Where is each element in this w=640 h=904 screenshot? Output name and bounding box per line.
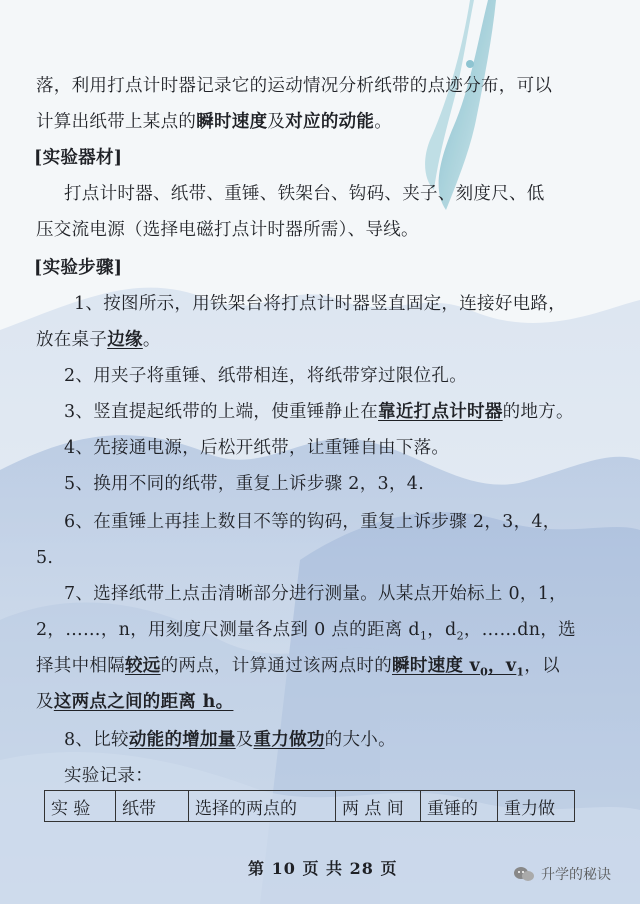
key-term: 重力做功 <box>253 730 325 750</box>
section-heading: [实验步骤] <box>34 258 123 278</box>
table-header-cell: 纸带 <box>116 791 189 822</box>
brand-watermark: 升学的秘诀 <box>513 864 611 884</box>
page-number: 第 10 页 共 28 页 <box>248 859 398 878</box>
step-line: 放在桌子边缘。 <box>36 330 161 350</box>
step-line: 2，……，n，用刻度尺测量各点到 0 点的距离 $d_1$，$d_2$，……dn，选 <box>36 620 576 643</box>
table-header-cell: 实 验 <box>45 791 116 822</box>
key-term: 瞬时速度 <box>196 112 268 132</box>
key-term: 瞬时速度 $v_0$，$v_1$ <box>392 656 525 679</box>
step-line: 及这两点之间的距离 h。 <box>36 692 234 712</box>
step-line: 6、在重锤上再挂上数目不等的钩码，重复上诉步骤 2，3，4， <box>64 512 561 532</box>
wechat-icon <box>513 866 535 882</box>
table-row <box>45 791 575 822</box>
key-term: 靠近打点计时器 <box>378 402 503 422</box>
key-term: 对应的动能 <box>285 112 375 132</box>
record-label: 实验记录： <box>64 766 153 786</box>
step-line: 择其中相隔较远的两点，计算通过该两点时的瞬时速度 $v_0$，$v_1$，以 <box>36 656 560 679</box>
table-header-cell: 两 点 间 <box>336 791 421 822</box>
step-line: 4、先接通电源，后松开纸带，让重锤自由下落。 <box>64 438 450 458</box>
step-line: 1、按图所示，用铁架台将打点计时器竖直固定，连接好电路， <box>74 294 567 314</box>
table-header-cell: 重锤的 <box>421 791 498 822</box>
step-line: 2、用夹子将重锤、纸带相连，将纸带穿过限位孔。 <box>64 366 468 386</box>
table-header-cell: 重力做 <box>498 791 575 822</box>
step-line: 7、选择纸带上点击清晰部分进行测量。从某点开始标上 0，1， <box>64 584 567 604</box>
text-line: 打点计时器、纸带、重锤、铁架台、钩码、夹子、刻度尺、低 <box>64 184 545 204</box>
section-heading: [实验器材] <box>34 148 123 168</box>
record-table <box>44 790 575 822</box>
step-line: 5. <box>36 548 54 568</box>
step-line: 8、比较动能的增加量及重力做功的大小。 <box>64 730 396 750</box>
key-term: 这两点之间的距离 h。 <box>53 692 234 712</box>
text-line: 落，利用打点计时器记录它的运动情况分析纸带的点迹分布，可以 <box>36 76 553 96</box>
key-term: 动能的增加量 <box>128 730 236 750</box>
step-line: 5、换用不同的纸带，重复上诉步骤 2，3，4. <box>64 474 425 494</box>
key-term: 边缘 <box>107 330 143 350</box>
key-term: 较远 <box>125 656 161 676</box>
table-header-cell: 选择的两点的 <box>189 791 336 822</box>
text-line: 计算出纸带上某点的瞬时速度及对应的动能。 <box>36 112 393 132</box>
step-line: 3、竖直提起纸带的上端，使重锤静止在靠近打点计时器的地方。 <box>64 402 574 422</box>
text-line: 压交流电源（选择电磁打点计时器所需）、导线。 <box>36 220 419 240</box>
